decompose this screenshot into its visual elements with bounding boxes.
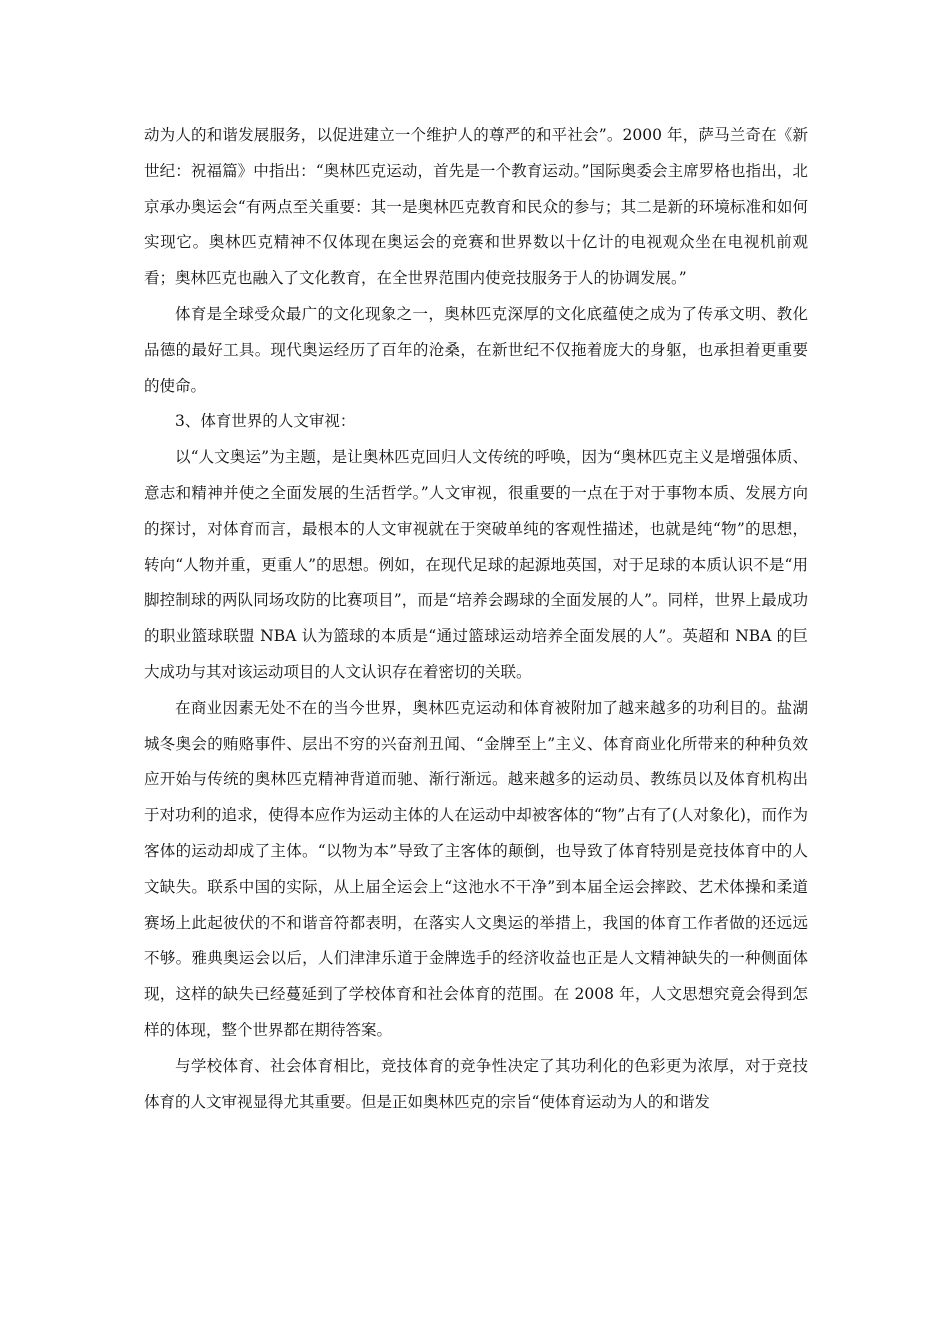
paragraph-1: 动为人的和谐发展服务，以促进建立一个维护人的尊严的和平社会”。2000 年，萨马兰奇在《新世纪：祝福篇》中指出：“奥林匹克运动，首先是一个教育运动。”国际奥委会主席罗格也指出，北京承办奥运会“有两点至关重要：其一是奥林匹克教育和民众的参与；其二是新的环境标准和如何实现它。奥林匹克精神不仅体现在奥运会的竞赛和世界数以十亿计的电视观众坐在电视机前观看；奥林匹克也融入了文化教育，在全世界范围内使竞技服务于人的协调发展。” <box>144 126 808 288</box>
paragraph-2: 体育是全球受众最广的文化现象之一，奥林匹克深厚的文化底蕴使之成为了传承文明、教化品德的最好工具。现代奥运经历了百年的沧桑，在新世纪不仅拖着庞大的身躯，也承担着更重要的使命。 <box>144 304 808 395</box>
body-text <box>144 118 808 1120</box>
paragraph-3: 以“人文奥运”为主题，是让奥林匹克回归人文传统的呼唤，因为“奥林匹克主义是增强体质、意志和精神并使之全面发展的生活哲学。”人文审视，很重要的一点在于对于事物本质、发展方向的探讨，对体育而言，最根本的人文审视就在于突破单纯的客观性描述，也就是纯“物”的思想，转向“人物并重，更重人”的思想。例如，在现代足球的起源地英国，对于足球的本质认识不是“用脚控制球的两队同场攻防的比赛项目”，而是“培养会踢球的全面发展的人”。同样，世界上最成功的职业篮球联盟 NBA 认为篮球的本质是“通过篮球运动培养全面发展的人”。英超和 NBA 的巨大成功与其对该运动项目的人文认识存在着密切的关联。 <box>144 448 808 681</box>
paragraph-4: 在商业因素无处不在的当今世界，奥林匹克运动和体育被附加了越来越多的功利目的。盐湖城冬奥会的贿赂事件、层出不穷的兴奋剂丑闻、“金牌至上”主义、体育商业化所带来的种种负效应开始与传统的奥林匹克精神背道而驰、渐行渐远。越来越多的运动员、教练员以及体育机构出于对功利的追求，使得本应作为运动主体的人在运动中却被客体的“物”占有了(人对象化)，而作为客体的运动却成了主体。“以物为本”导致了主客体的颠倒，也导致了体育特别是竞技体育中的人文缺失。联系中国的实际，从上届全运会上“这池水不干净”到本届全运会摔跤、艺术体操和柔道赛场上此起彼伏的不和谐音符都表明，在落实人文奥运的举措上，我国的体育工作者做的还远远不够。雅典奥运会以后，人们津津乐道于金牌选手的经济收益也正是人文精神缺失的一种侧面体现，这样的缺失已经蔓延到了学校体育和社会体育的范围。在 2008 年，人文思想究竟会得到怎样的体现，整个世界都在期待答案。 <box>144 698 808 1039</box>
paragraph-5: 与学校体育、社会体育相比，竞技体育的竞争性决定了其功利化的色彩更为浓厚，对于竞技体育的人文审视显得尤其重要。但是正如奥林匹克的宗旨“使体育运动为人的和谐发 <box>144 1056 808 1111</box>
section-heading: 3、体育世界的人文审视： <box>175 412 356 431</box>
